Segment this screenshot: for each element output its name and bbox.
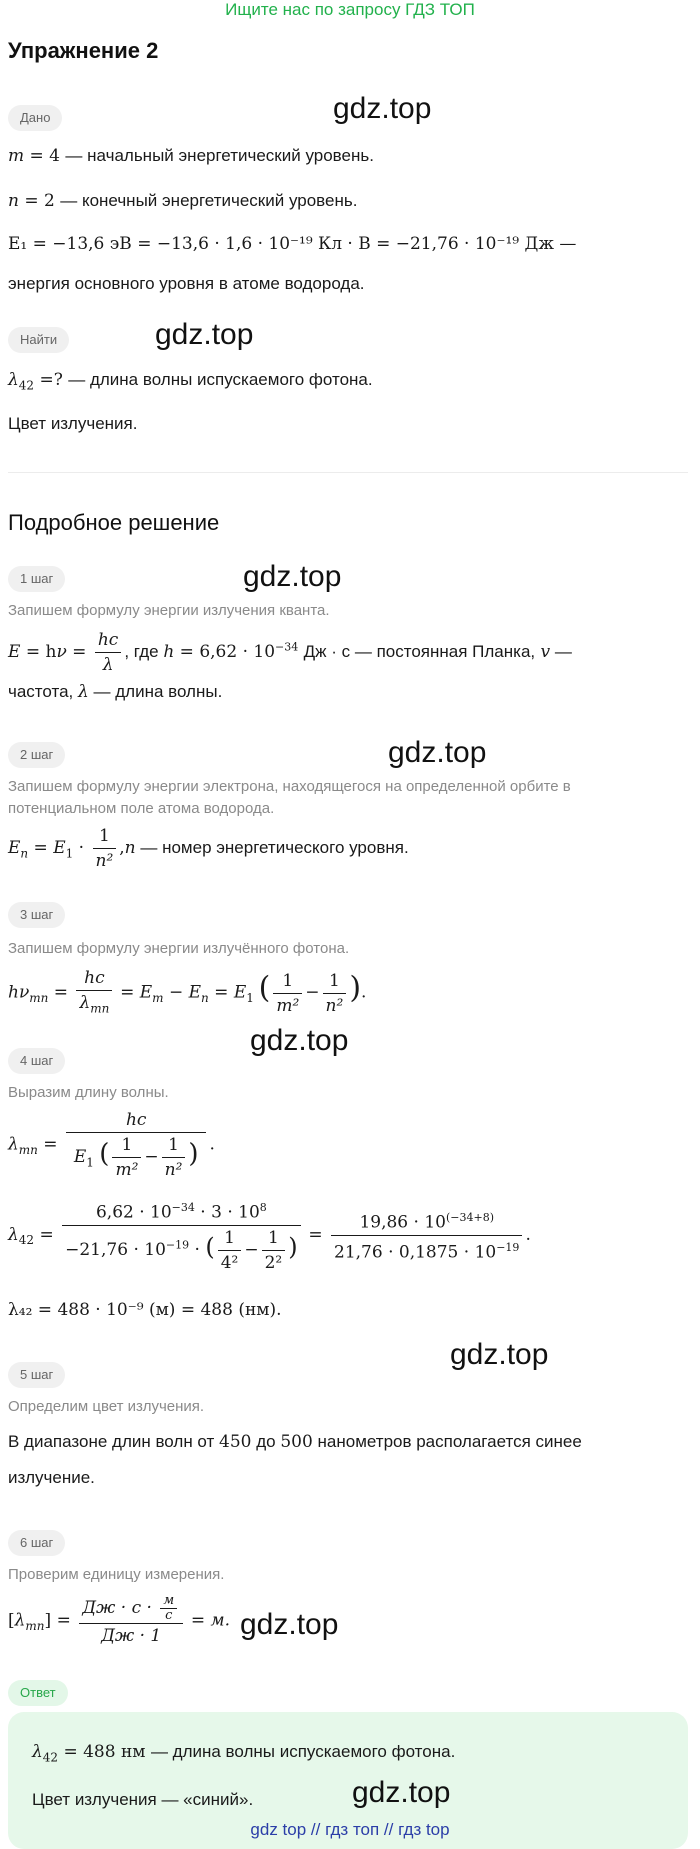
step-5-line-2: излучение. (8, 1468, 95, 1487)
watermark: gdz.top (333, 92, 432, 125)
watermark: gdz.top (250, 1024, 349, 1057)
step-5-desc: Определим цвет излучения. (8, 1398, 205, 1415)
watermark: gdz.top (240, 1608, 339, 1641)
watermark: gdz.top (450, 1338, 549, 1371)
answer-tag: Ответ (8, 1680, 68, 1706)
given-line-3: E₁ = −13,6 эВ = −13,6 · 1,6 · 10⁻¹⁹ Кл · В = −21,76 · 10⁻¹⁹ Дж — (8, 234, 577, 254)
top-banner[interactable]: Ищите нас по запросу ГДЗ ТОП (225, 0, 475, 19)
step-1-formula: E = hν = $\frac{hc}{\lambda}$ , где $h = 6,62 \cdot 10^{-34}$ Дж · с — постоянная Планка, v — (8, 630, 572, 675)
footer-links[interactable]: gdz top // гдз топ // гдз top (250, 1820, 450, 1839)
step-2-tag: 2 шаг (8, 742, 65, 768)
given-tag: Дано (8, 105, 62, 131)
step-2-formula: $E_n = E_1$ · $\frac{1}{\text{n²}}$ ,n — номер энергетического уровня. (8, 826, 409, 871)
step-4-formula-2: $\lambda_{42}$ = $6,62 \cdot 10^{-34} \cdot 3 \cdot 10^8$ $-21,76 \cdot 10^{-19}$ · ( $\frac{1}{\text{4²}}$ − $\frac{1}{\text{2²}}$ ) = $\frac{19,86 \cdot 10^{(-34+8)}}{21,76 \cdot 0,1875 \cdot 10^{-19}}$ . (8, 1196, 531, 1275)
step-1-desc: Запишем формулу энергии излучения кванта. (8, 602, 330, 619)
solution-title: Подробное решение (8, 510, 220, 535)
step-1-line-2: частота, λ — длина волны. (8, 682, 223, 702)
step-2-desc-1: Запишем формулу энергии электрона, находящегося на определенной орбите в (8, 778, 571, 795)
watermark: gdz.top (243, 560, 342, 593)
answer-line-1: $\lambda_{42} = 488$ нм — длина волны испускаемого фотона. (32, 1742, 456, 1765)
step-1-tag: 1 шаг (8, 566, 65, 592)
find-line-2: Цвет излучения. (8, 414, 138, 433)
given-line-2: n = 2 — конечный энергетический уровень. (8, 191, 358, 211)
given-line-4: энергия основного уровня в атоме водорода. (8, 274, 365, 293)
step-4-desc: Выразим длину волны. (8, 1084, 169, 1101)
step-2-desc-2: потенциальном поле атома водорода. (8, 800, 275, 817)
find-line-1: $\lambda_{42}$ =? — длина волны испускаемого фотона. (8, 370, 373, 393)
step-5-line-1: В диапазоне длин волн от 450 до 500 нанометров располагается синее (8, 1432, 582, 1452)
step-4-formula-1: $\lambda_{mn}$ = hc $E_1$ ( $\frac{1}{\text{m²}}$ − $\frac{1}{\text{n²}}$ ) . (8, 1110, 215, 1180)
step-3-tag: 3 шаг (8, 902, 65, 928)
step-6-formula: $[\lambda_{mn}]$ = Дж · с · $\frac{м}{с}$ Дж · 1 = м. (8, 1593, 230, 1646)
exercise-title: Упражнение 2 (8, 38, 159, 63)
step-4-result: λ₄₂ = 488 · 10⁻⁹ (м) = 488 (нм). (8, 1300, 282, 1320)
answer-line-2: Цвет излучения — «синий». (32, 1790, 254, 1809)
watermark: gdz.top (352, 1776, 451, 1809)
step-6-tag: 6 шаг (8, 1530, 65, 1556)
divider (8, 472, 688, 473)
step-3-formula: $h\nu_{mn}$ = $\frac{hc}{\lambda_{mn}}$ = $E_m - E_n = E_1$ ( $\frac{1}{\text{m²}}$ − $\frac{1}{\text{n²}}$ ). (8, 968, 367, 1016)
watermark: gdz.top (388, 736, 487, 769)
step-4-tag: 4 шаг (8, 1048, 65, 1074)
step-3-desc: Запишем формулу энергии излучённого фотона. (8, 940, 350, 957)
find-tag: Найти (8, 327, 69, 353)
step-5-tag: 5 шаг (8, 1362, 65, 1388)
given-line-1: m = 4 — начальный энергетический уровень. (8, 146, 374, 166)
watermark: gdz.top (155, 318, 254, 351)
step-6-desc: Проверим единицу измерения. (8, 1566, 225, 1583)
